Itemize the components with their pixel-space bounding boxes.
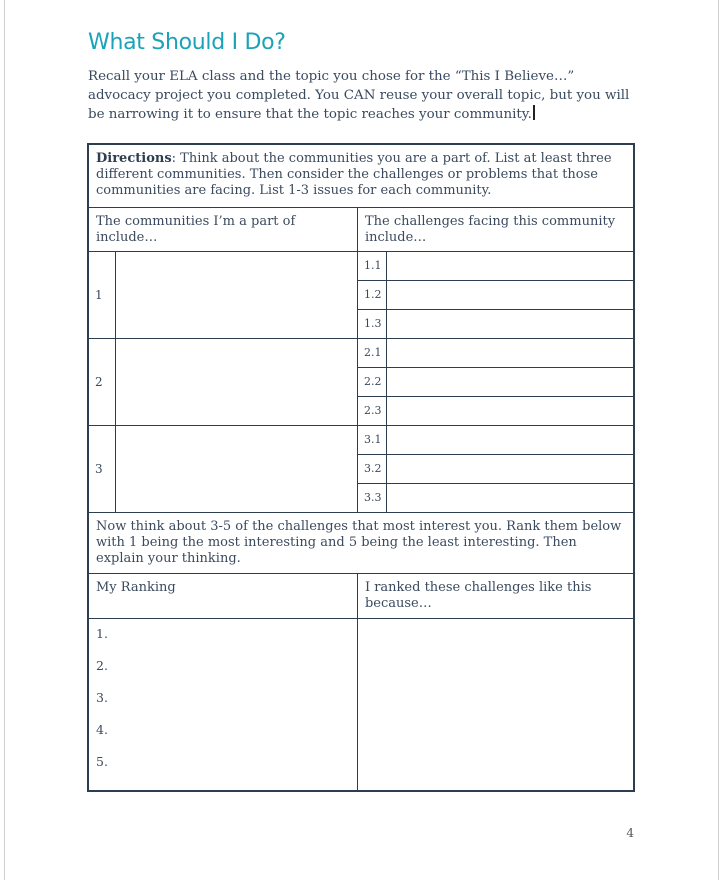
challenge-input-2-3[interactable] xyxy=(386,396,634,425)
community-number: 1 xyxy=(88,251,115,338)
challenge-label: 3.2 xyxy=(357,454,386,483)
page-title: What Should I Do? xyxy=(88,30,286,55)
challenge-label: 1.1 xyxy=(357,251,386,280)
page-edge-right xyxy=(718,0,719,880)
challenge-label: 2.2 xyxy=(357,367,386,396)
ranking-item: 4. xyxy=(96,721,108,737)
community-input-2[interactable] xyxy=(115,338,357,425)
challenges-header: The challenges facing this community include… xyxy=(357,207,634,251)
reason-input-cell[interactable] xyxy=(357,618,634,791)
directions-label: Directions xyxy=(96,151,172,166)
challenge-label: 2.1 xyxy=(357,338,386,367)
reason-header: I ranked these challenges like this because… xyxy=(357,573,634,618)
challenge-input-1-3[interactable] xyxy=(386,309,634,338)
ranking-item: 1. xyxy=(96,625,108,641)
challenge-input-3-3[interactable] xyxy=(386,483,634,512)
directions-text: : Think about the communities you are a part of. List at least three different communities. Then consider the challenges or problems that those communities are facing. List 1-3 issues for each community. xyxy=(96,151,612,198)
ranking-item: 3. xyxy=(96,689,108,705)
intro-paragraph[interactable] xyxy=(88,68,636,125)
page-edge-left xyxy=(4,0,5,880)
community-number: 3 xyxy=(88,425,115,512)
challenge-input-3-1[interactable] xyxy=(386,425,634,454)
challenge-label: 2.3 xyxy=(357,396,386,425)
text-cursor xyxy=(533,105,535,120)
challenge-label: 1.3 xyxy=(357,309,386,338)
communities-header: The communities I’m a part of include… xyxy=(88,207,357,251)
ranking-prompt-cell: Now think about 3-5 of the challenges that most interest you. Rank them below with 1 being the most interesting and 5 being the least interesting. Then explain your thinking. xyxy=(88,512,634,573)
ranking-header: My Ranking xyxy=(88,573,357,618)
challenge-input-2-1[interactable] xyxy=(386,338,634,367)
challenge-input-3-2[interactable] xyxy=(386,454,634,483)
community-input-1[interactable] xyxy=(115,251,357,338)
community-input-3[interactable] xyxy=(115,425,357,512)
worksheet-table xyxy=(87,143,635,792)
challenge-input-2-2[interactable] xyxy=(386,367,634,396)
ranking-item: 5. xyxy=(96,753,108,769)
challenge-label: 3.3 xyxy=(357,483,386,512)
ranking-list-cell[interactable] xyxy=(88,618,357,791)
challenge-input-1-1[interactable] xyxy=(386,251,634,280)
community-number: 2 xyxy=(88,338,115,425)
challenge-input-1-2[interactable] xyxy=(386,280,634,309)
challenge-label: 1.2 xyxy=(357,280,386,309)
intro-text: Recall your ELA class and the topic you chose for the “This I Believe…” advocacy project you completed. You CAN reuse your overall topic, but you will be narrowing it to ensure that the topic reaches your community. xyxy=(88,69,630,122)
challenge-label: 3.1 xyxy=(357,425,386,454)
directions-cell xyxy=(88,144,634,207)
page-number: 4 xyxy=(626,826,634,840)
ranking-item: 2. xyxy=(96,657,108,673)
